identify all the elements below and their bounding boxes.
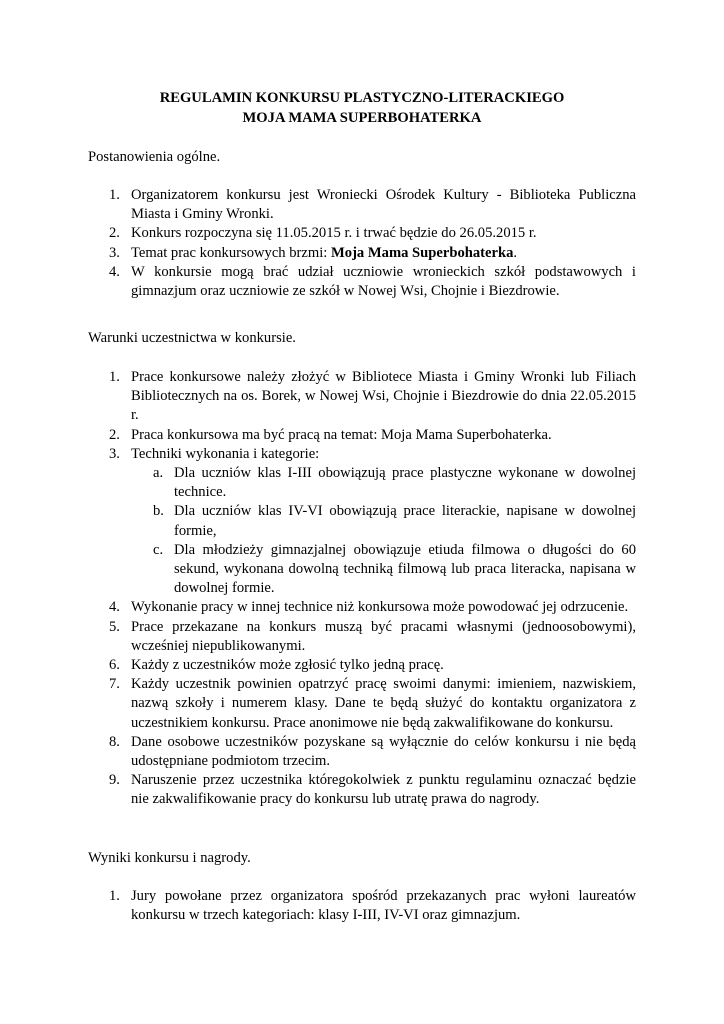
section-heading-conditions: Warunki uczestnictwa w konkursie. xyxy=(88,330,296,346)
document-title: REGULAMIN KONKURSU PLASTYCZNO-LITERACKIEGO xyxy=(159,90,565,106)
item-text: Naruszenie przez uczestnika któregokolwiek z punktu regulaminu oznaczać będzie nie zakwalifikowanie pracy do konkursu lub utratę prawa do nagrody. xyxy=(131,772,636,808)
item-text: Temat prac konkursowych brzmi: xyxy=(131,244,331,261)
item-text: W konkursie mogą brać udział uczniowie wronieckich szkół podstawowych i gimnazjum oraz uczniowie ze szkół w Nowej Wsi, Chojnie i Biezdrowie. xyxy=(131,263,636,300)
item-number: 6. xyxy=(109,657,120,674)
item-number: 4. xyxy=(109,263,120,280)
list-item xyxy=(0,445,636,599)
list-item xyxy=(0,244,636,263)
participation-conditions-list xyxy=(0,368,724,810)
list-item xyxy=(0,598,636,617)
results-awards-list xyxy=(0,887,724,925)
item-text: Prace konkursowe należy złożyć w Bibliotece Miasta i Gminy Wronki lub Filiach Bibliotecznych na os. Borek, w Nowej Wsi, Chojnie i Biezdrowie do dnia 22.05.2015 r. xyxy=(131,369,636,424)
item-number: 4. xyxy=(109,599,120,616)
item-number: 5. xyxy=(109,618,120,635)
list-item xyxy=(0,426,636,445)
list-item xyxy=(0,733,636,771)
item-text: Każdy z uczestników może zgłosić tylko jedną pracę. xyxy=(131,657,444,674)
item-text: Konkurs rozpoczyna się 11.05.2015 r. i trwać będzie do 26.05.2015 r. xyxy=(131,225,537,242)
item-text: Organizatorem konkursu jest Wroniecki Ośrodek Kultury - Biblioteka Publiczna Miasta i Gminy Wronki. xyxy=(131,187,636,223)
subitem-letter: a. xyxy=(153,465,164,482)
contest-theme: Moja Mama Superbohaterka xyxy=(331,244,514,261)
list-item xyxy=(0,224,636,243)
subitem-letter: b. xyxy=(153,503,164,520)
sublist-item xyxy=(131,464,636,502)
list-item xyxy=(0,887,636,925)
item-number: 2. xyxy=(109,225,120,242)
item-text-end: . xyxy=(513,244,518,261)
subitem-text: Dla uczniów klas I-III obowiązują prace plastyczne wykonane w dowolnej technice. xyxy=(174,465,636,501)
item-number: 3. xyxy=(109,445,120,462)
item-number: 1. xyxy=(109,369,120,385)
section-heading-results: Wyniki konkursu i nagrody. xyxy=(88,850,251,866)
subitem-text: Dla uczniów klas IV-VI obowiązują prace literackie, napisane w dowolnej formie, xyxy=(174,503,636,539)
document-subtitle: MOJA MAMA SUPERBOHATERKA xyxy=(242,110,482,126)
item-text: Techniki wykonania i kategorie: xyxy=(131,445,320,462)
item-text: Praca konkursowa ma być pracą na temat: Moja Mama Superbohaterka. xyxy=(131,426,552,443)
section-heading-general: Postanowienia ogólne. xyxy=(88,149,221,165)
item-text: Prace przekazane na konkurs muszą być pracami własnymi (jednoosobowymi), wcześniej niepublikowanymi. xyxy=(131,618,636,654)
list-item xyxy=(0,656,636,675)
item-number: 1. xyxy=(109,187,120,203)
general-provisions-list xyxy=(0,186,724,301)
item-number: 8. xyxy=(109,733,120,750)
subitem-letter: c. xyxy=(153,541,164,558)
item-text: Dane osobowe uczestników pozyskane są wyłącznie do celów konkursu i nie będą udostępniane podmiotom trzecim. xyxy=(131,733,636,770)
list-item xyxy=(0,771,636,809)
list-item xyxy=(0,263,636,301)
subitem-text: Dla młodzieży gimnazjalnej obowiązuje etiuda filmowa o długości do 60 sekund, wykonana dowolną techniką filmową lub praca literacka, napisana w dowolnej formie. xyxy=(174,541,636,597)
sublist-item xyxy=(131,502,636,540)
list-item xyxy=(0,675,636,733)
list-item xyxy=(0,186,636,224)
item-number: 7. xyxy=(109,676,120,693)
list-item xyxy=(0,618,636,656)
item-number: 3. xyxy=(109,244,120,261)
sublist-item xyxy=(131,541,636,599)
item-text: Wykonanie pracy w innej technice niż konkursowa może powodować jej odrzucenie. xyxy=(131,599,629,616)
categories-sublist xyxy=(131,464,636,598)
list-item xyxy=(0,368,636,426)
item-number: 1. xyxy=(109,888,120,904)
item-number: 9. xyxy=(109,772,120,789)
item-text: Jury powołane przez organizatora spośród przekazanych prac wyłoni laureatów konkursu w trzech kategoriach: klasy I-III, IV-VI oraz gimnazjum. xyxy=(131,888,636,924)
item-text: Każdy uczestnik powinien opatrzyć pracę swoimi danymi: imieniem, nazwiskiem, nazwą szkoły i numerem klasy. Dane te będą służyć do kontaktu organizatora z uczestnikiem konkursu. Prace anonimowe nie będą zakwalifikowane do konkursu. xyxy=(131,676,636,731)
item-number: 2. xyxy=(109,426,120,443)
